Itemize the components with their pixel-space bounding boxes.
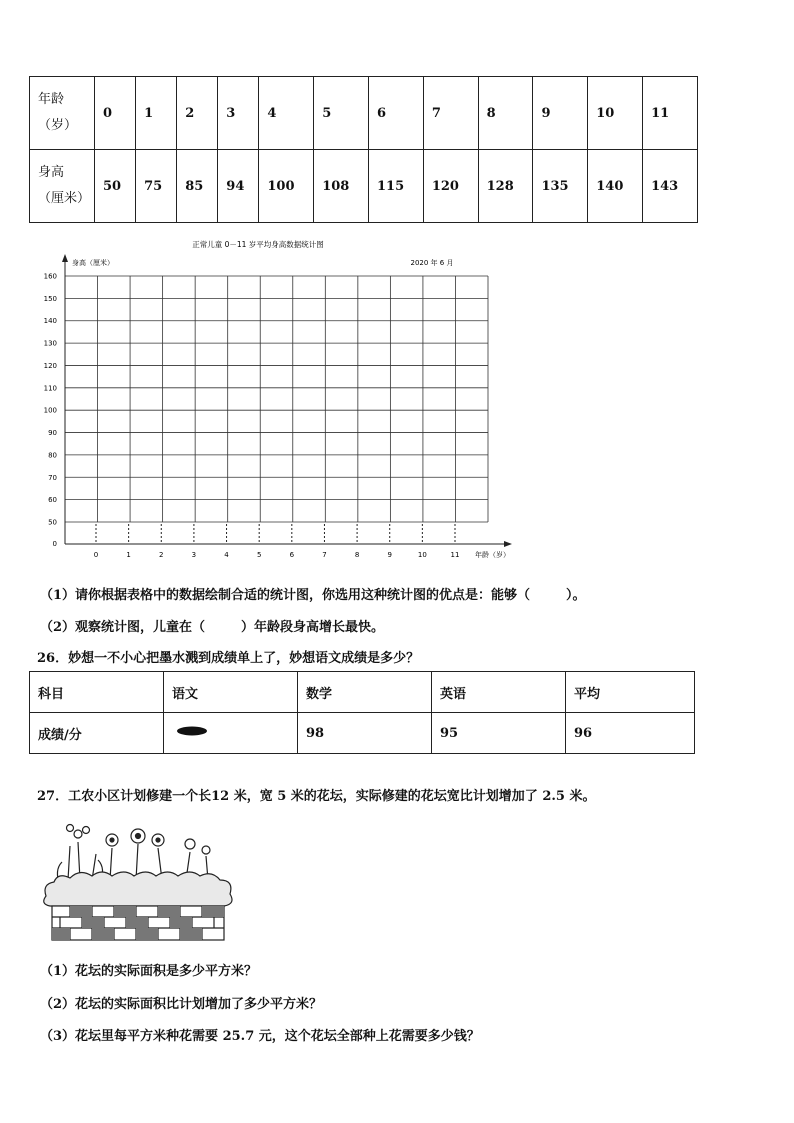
english-score: 95 [432,713,566,754]
height-cell: 85 [177,150,218,223]
height-cell: 120 [423,150,478,223]
q25-part2: （2）观察统计图，儿童在（ ）年龄段身高增长最快。 [40,620,385,635]
age-cell: 6 [369,77,424,150]
q26-text: 26．妙想一不小心把墨水溅到成绩单上了，妙想语文成绩是多少？ [37,651,420,666]
age-row-label: 年龄 （岁） [30,77,95,150]
average-score: 96 [566,713,695,754]
x-tick-label: 5 [256,551,262,559]
q27-sub2: （2）花坛的实际面积比计划增加了多少平方米？ [40,997,323,1012]
age-cell: 4 [259,77,314,150]
score-table [29,671,695,754]
chart-xlabel: 年龄（岁） [475,551,510,559]
y-axis-arrow [62,254,68,262]
y-tick-label: 90 [48,429,57,438]
math-score: 98 [298,713,432,754]
height-cell: 135 [533,150,588,223]
header-average: 平均 [566,672,695,713]
age-cell: 10 [588,77,643,150]
x-tick-label: 11 [450,551,460,559]
ink-blot-icon [172,721,212,741]
header-chinese: 语文 [164,672,298,713]
x-tick-label: 1 [126,551,131,559]
height-cell: 128 [478,150,533,223]
score-row-label: 成绩/分 [30,713,164,754]
age-cell: 8 [478,77,533,150]
x-tick-label: 9 [387,551,392,559]
q27-sub3: （3）花坛里每平方米种花需要 25.7 元，这个花坛全部种上花需要多少钱？ [40,1029,480,1044]
age-row [30,77,698,150]
height-cell: 94 [218,150,259,223]
height-cell: 100 [259,150,314,223]
x-tick-label: 6 [289,551,295,559]
height-chart [0,236,560,566]
x-tick-label: 7 [322,551,327,559]
age-cell: 11 [643,77,698,150]
x-tick-label: 3 [191,551,197,559]
age-cell: 7 [423,77,478,150]
header-english: 英语 [432,672,566,713]
height-cell: 143 [643,150,698,223]
flower-bed-illustration [40,818,236,944]
age-cell: 1 [136,77,177,150]
age-cell: 2 [177,77,218,150]
header-math: 数学 [298,672,432,713]
height-row-label: 身高 （厘米） [30,150,95,223]
y-tick-label: 50 [48,518,57,527]
x-tick-labels [94,551,460,559]
header-subject: 科目 [30,672,164,713]
age-cell: 3 [218,77,259,150]
x-tick-label: 4 [224,551,229,559]
height-cell: 140 [588,150,643,223]
x-tick-label: 0 [93,551,99,559]
chart-grid [65,276,488,544]
chart-ylabel: 身高（厘米） [72,259,114,267]
height-cell: 75 [136,150,177,223]
age-cell: 9 [533,77,588,150]
y-tick-label: 100 [43,406,57,415]
height-cell: 50 [95,150,136,223]
x-axis-arrow [504,541,512,547]
y-tick-label: 160 [43,272,57,281]
height-data-table [29,76,698,223]
y-tick-label: 60 [48,496,57,505]
y-tick-label: 0 [52,540,57,548]
y-tick-label: 120 [43,361,57,370]
height-cell: 115 [369,150,424,223]
x-tick-label: 2 [159,551,164,559]
y-tick-label: 70 [48,473,57,482]
y-tick-label: 150 [43,294,57,303]
y-tick-label: 130 [43,339,57,348]
age-cell: 0 [95,77,136,150]
ink-blot-cell [164,713,298,754]
height-cell: 108 [314,150,369,223]
q25-part1: （1）请你根据表格中的数据绘制合适的统计图，你选用这种统计图的优点是：能够（ ）。 [40,588,586,603]
chart-axes [62,254,512,547]
chart-title: 正常儿童 0－11 岁平均身高数据统计图 [192,240,324,249]
y-tick-label: 110 [43,384,57,393]
score-header-row [30,672,695,713]
score-row [30,713,695,754]
x-tick-label: 8 [354,551,360,559]
q27-sub1: （1）花坛的实际面积是多少平方米？ [40,964,258,979]
height-row [30,150,698,223]
y-tick-label: 80 [48,451,57,460]
age-cell: 5 [314,77,369,150]
x-tick-label: 10 [417,551,427,559]
chart-date: 2020 年 6 月 [410,259,454,267]
q27-text: 27．工农小区计划修建一个长12 米，宽 5 米的花坛，实际修建的花坛宽比计划增加了 2.5 米。 [37,789,596,804]
y-tick-labels [44,273,57,549]
y-tick-label: 140 [43,317,57,326]
